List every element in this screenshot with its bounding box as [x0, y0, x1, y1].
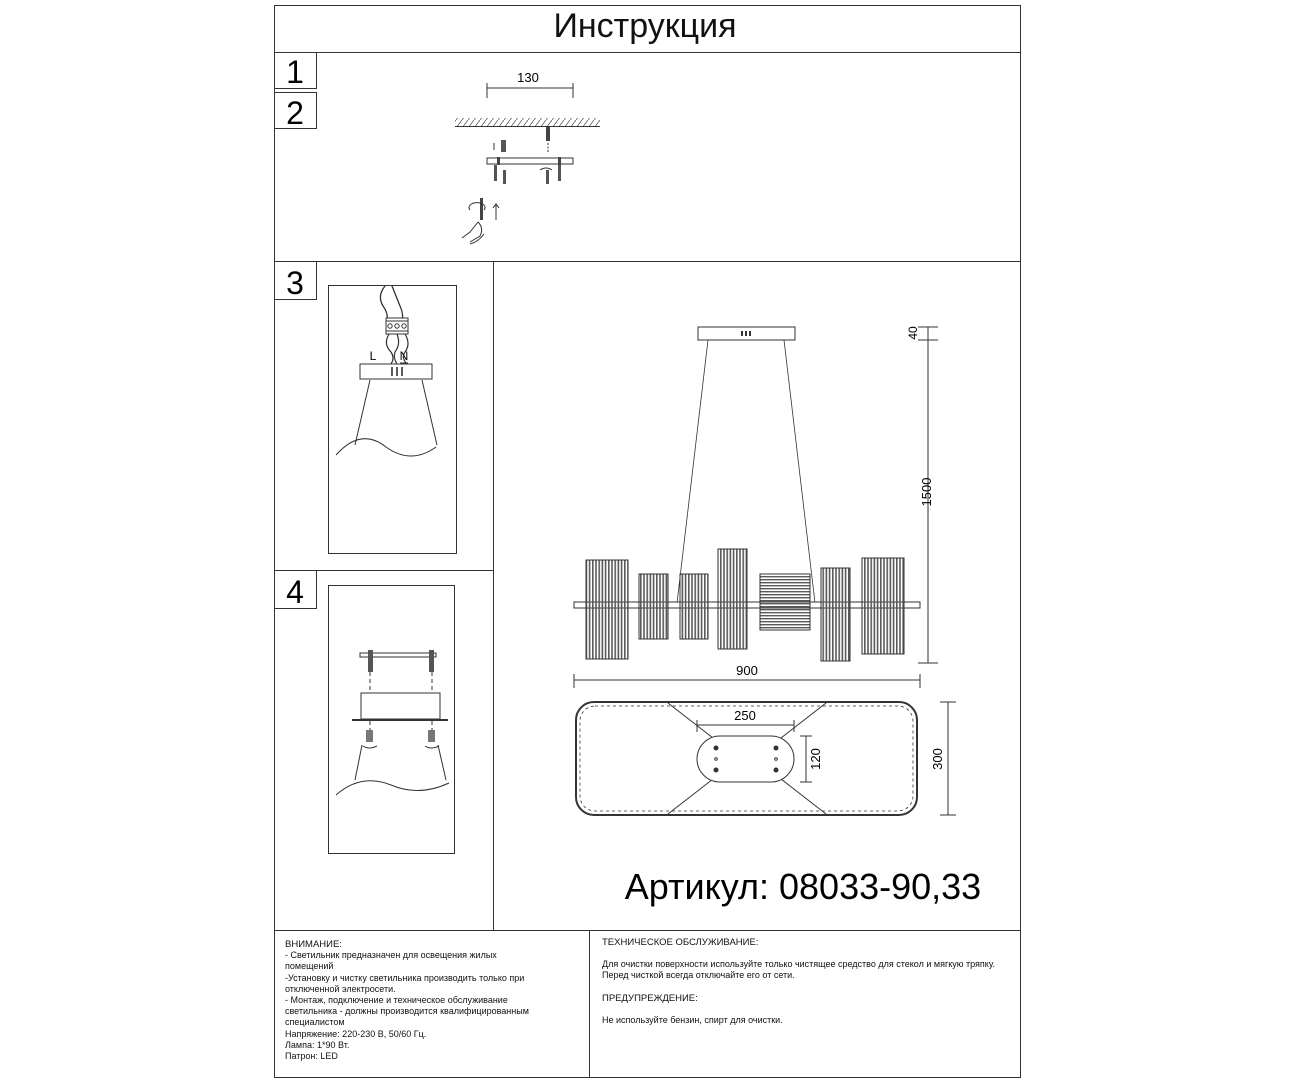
dimension-total-length: 900 [736, 663, 758, 678]
socket-spec: Патрон: LED [285, 1051, 338, 1062]
warning-line: отключенной электросети. [285, 983, 396, 994]
glass-shade-5 [760, 574, 810, 630]
glass-shade-3 [680, 574, 708, 639]
dimension-depth: 300 [930, 748, 945, 770]
warning-line: специалистом [285, 1017, 345, 1028]
warning-line: - Монтаж, подключение и техническое обслуживание [285, 995, 508, 1006]
dimension-canopy-length: 250 [734, 708, 756, 723]
glass-shade-4 [718, 549, 747, 649]
chandelier-drawing [574, 327, 938, 688]
warning-line: -Установку и чистку светильника производить только при [285, 972, 525, 983]
warning-line: светильника - должны производится квалифицированным [285, 1006, 529, 1017]
glass-shade-1 [586, 560, 628, 659]
step-number-4: 4 [286, 574, 304, 610]
dimension-cable-length: 1500 [919, 477, 934, 507]
warning-section [285, 939, 585, 1062]
glass-shade-7 [862, 558, 904, 654]
article-number: Артикул: 08033-90,33 [624, 866, 982, 907]
lamp-spec: Лампа: 1*90 Вт. [285, 1039, 350, 1050]
maintenance-line: Перед чисткой всегда отключайте его от сети. [602, 970, 795, 981]
caution-heading: ПРЕДУПРЕЖДЕНИЕ: [602, 992, 698, 1004]
glass-shade-6 [821, 568, 850, 661]
step-box-2 [275, 93, 317, 132]
step-number-3: 3 [286, 265, 304, 301]
step-box-1 [275, 53, 317, 91]
page-title: Инструкция [553, 7, 737, 45]
dimension-mount-width: 130 [517, 70, 539, 85]
maintenance-section [602, 937, 1012, 1026]
dimension-drop-height: 40 [906, 326, 920, 340]
top-view-drawing [576, 702, 956, 815]
mounting-diagram [455, 83, 600, 244]
step-box-4 [275, 571, 317, 611]
step-number-2: 2 [286, 95, 304, 131]
wire-label-live: L [369, 349, 377, 363]
voltage-spec: Напряжение: 220-230 В, 50/60 Гц. [285, 1028, 427, 1039]
warning-line: помещений [285, 961, 334, 972]
dimension-canopy-width: 120 [808, 748, 823, 770]
step-box-3 [275, 262, 317, 302]
sheet-frame [275, 6, 1021, 1078]
caution-line: Не используйте бензин, спирт для очистки. [602, 1014, 783, 1025]
warning-line: - Светильник предназначен для освещения жилых [285, 950, 497, 961]
wire-label-neutral: N [399, 349, 409, 363]
wiring-diagram [329, 286, 457, 554]
glass-shade-2 [639, 574, 668, 639]
warning-heading: ВНИМАНИЕ: [285, 939, 342, 950]
maintenance-heading: ТЕХНИЧЕСКОЕ ОБСЛУЖИВАНИЕ: [602, 937, 759, 948]
assembly-diagram [329, 586, 455, 854]
maintenance-line: Для очистки поверхности используйте только чистящее средство для стекол и мягкую тряпку. [602, 959, 995, 970]
step-number-1: 1 [286, 54, 304, 90]
